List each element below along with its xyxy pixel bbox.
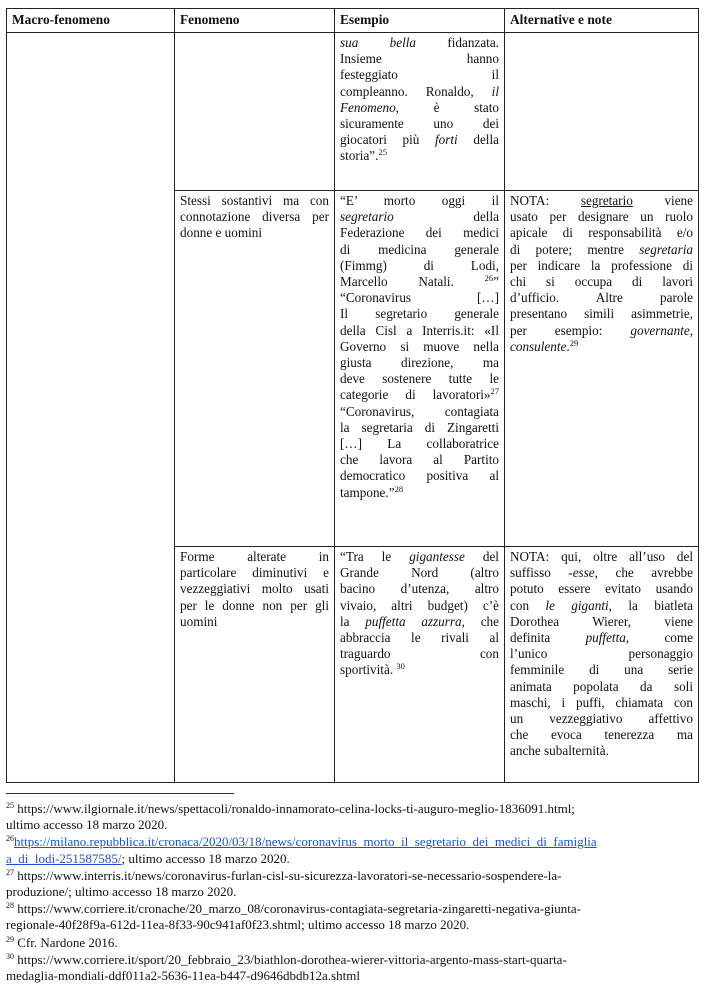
text-segment: ” bbox=[493, 274, 499, 290]
text-segment: , è stato bbox=[395, 99, 499, 115]
italic-text: puffetta azzurra bbox=[365, 613, 462, 629]
text-line bbox=[510, 323, 693, 339]
text-segment: per esempio: bbox=[510, 322, 631, 338]
text-segment: traguardo con bbox=[340, 646, 499, 662]
text-segment: […] La collaboratrice bbox=[340, 436, 499, 452]
text-segment: democratico positiva al bbox=[340, 468, 499, 484]
footnote-link[interactable]: https://milano.repubblica.it/cronaca/2020/03/18/news/coronavirus_morto_il_segretario_dei_medici_di_famiglia bbox=[14, 834, 597, 850]
footnote-separator bbox=[6, 793, 234, 794]
footnote-text: https://www.interris.it/news/coronavirus-furlan-cisl-su-sicurezza-lavoratori-se-necessario-sospendere-la- bbox=[17, 867, 562, 883]
phenomenon-cell: Stessi sostantivi ma con connotazione diversa per donne e uomini bbox=[175, 191, 335, 547]
footnote-text: ultimo accesso 18 marzo 2020. bbox=[6, 817, 168, 833]
text-segment: “E’ morto oggi il bbox=[340, 193, 499, 208]
text-segment: Federazione dei medici bbox=[340, 225, 499, 241]
text-line bbox=[510, 290, 693, 306]
text-segment: Il segretario generale bbox=[340, 306, 499, 322]
text-line bbox=[510, 679, 693, 695]
example-cell bbox=[335, 191, 505, 547]
footnote-number: 26 bbox=[6, 834, 14, 844]
italic-text: le giganti bbox=[545, 597, 609, 613]
text-line bbox=[340, 258, 499, 274]
text-line bbox=[340, 242, 499, 258]
text-line bbox=[510, 565, 693, 581]
text-line bbox=[510, 549, 693, 565]
text-segment: potuto essere evitato usando bbox=[510, 581, 693, 597]
text-segment: della bbox=[393, 209, 499, 225]
text-segment: anche subalternità. bbox=[510, 743, 609, 759]
text-line bbox=[340, 468, 499, 484]
text-segment: , che avrebbe bbox=[594, 565, 693, 581]
text-segment: fidanzata. bbox=[416, 35, 499, 50]
footnote-text: https://www.corriere.it/sport/20_febbraio_23/biathlon-dorothea-wierer-vittoria-argento-mass-start-quarta- bbox=[17, 951, 567, 967]
note-cell bbox=[505, 547, 699, 783]
italic-text: governante bbox=[630, 322, 690, 338]
text-segment: femminile di una serie bbox=[510, 662, 693, 678]
text-line bbox=[340, 116, 499, 132]
text-line bbox=[340, 630, 499, 646]
text-line bbox=[340, 290, 499, 306]
text-line bbox=[510, 225, 693, 241]
text-segment: tampone.” bbox=[340, 484, 395, 500]
text-line bbox=[340, 404, 499, 420]
italic-text: gigantesse bbox=[409, 549, 465, 564]
text-segment: , la biatleta bbox=[608, 597, 693, 613]
text-line bbox=[340, 339, 499, 355]
footnote-number: 29 bbox=[6, 934, 14, 944]
text-line bbox=[340, 436, 499, 452]
italic-text: forti bbox=[435, 132, 458, 148]
text-segment: Grande Nord (altro bbox=[340, 565, 499, 581]
text-segment: un vezzeggiativo affettivo bbox=[510, 711, 693, 727]
text-segment: (Fimmg) di Lodi, bbox=[340, 257, 499, 273]
underlined-text: segretario bbox=[580, 193, 633, 208]
text-segment: con bbox=[510, 597, 546, 613]
text-segment: la bbox=[340, 613, 366, 629]
footnote-26 bbox=[6, 834, 696, 866]
text-segment: , che bbox=[461, 613, 499, 629]
footnote-text: regionale-40f28f9a-612d-11ea-8f33-90c941af0f23.shtml; ultimo accesso 18 marzo 2020. bbox=[6, 917, 470, 933]
text-segment: apicale di responsabilità e/o bbox=[510, 225, 693, 241]
phenomenon-cell bbox=[175, 33, 335, 191]
text-line bbox=[340, 420, 499, 436]
table-row bbox=[7, 33, 699, 191]
text-segment: della Cisl a Interris.it: «Il bbox=[340, 322, 499, 338]
text-line bbox=[340, 355, 499, 371]
footnote-link[interactable]: a_di_lodi-251587585/ bbox=[6, 850, 122, 866]
text-line bbox=[340, 387, 499, 403]
footnote-30 bbox=[6, 952, 696, 984]
table-header-row bbox=[7, 9, 699, 33]
text-segment: , bbox=[689, 322, 693, 338]
italic-text: puffetta bbox=[585, 630, 626, 646]
text-line bbox=[340, 614, 499, 630]
text-segment: storia”. bbox=[340, 148, 379, 164]
text-segment: Dorothea Wierer, viene bbox=[510, 613, 693, 629]
text-line bbox=[340, 84, 499, 100]
header-fenomeno: Fenomeno bbox=[175, 9, 335, 33]
text-line bbox=[340, 306, 499, 322]
text-segment: che evoca tenerezza ma bbox=[510, 727, 693, 743]
footnote-25 bbox=[6, 801, 696, 833]
text-line bbox=[340, 148, 499, 164]
text-line bbox=[510, 614, 693, 630]
note-cell bbox=[505, 33, 699, 191]
footnote-ref: 30 bbox=[396, 661, 405, 672]
text-segment: sportività. bbox=[340, 662, 397, 678]
footnote-text: Cfr. Nardone 2016. bbox=[17, 934, 118, 950]
text-line bbox=[340, 274, 499, 290]
text-segment: vivaio, altri budget) c’è bbox=[340, 597, 499, 613]
text-segment: giocatori più bbox=[340, 132, 435, 148]
text-segment: suffisso bbox=[510, 565, 569, 581]
footnote-ref: 29 bbox=[569, 337, 579, 348]
text-segment: NOTA: bbox=[510, 193, 581, 208]
text-line bbox=[340, 581, 499, 597]
text-line bbox=[510, 258, 693, 274]
text-segment: Governo si muove nella bbox=[340, 338, 499, 354]
italic-text: consulente bbox=[510, 338, 567, 354]
phenomenon-cell: Forme alterate in particolare diminutivi e vezzeggiativi molto usati per le donne non per gli uomini bbox=[175, 547, 335, 783]
footnote-number: 28 bbox=[6, 901, 14, 911]
italic-text: -esse bbox=[568, 565, 595, 581]
text-line bbox=[510, 193, 693, 209]
text-line bbox=[510, 598, 693, 614]
text-line bbox=[340, 662, 499, 678]
text-segment: festeggiato il bbox=[340, 67, 499, 83]
text-segment: categorie di lavoratori» bbox=[340, 387, 491, 403]
text-segment: “Coronavirus, contagiata bbox=[340, 403, 499, 419]
text-line bbox=[340, 51, 499, 67]
text-segment: “Coronavirus […] bbox=[340, 290, 499, 306]
text-line bbox=[340, 67, 499, 83]
italic-text: Fenomeno bbox=[340, 99, 396, 115]
text-line bbox=[510, 727, 693, 743]
footnote-29 bbox=[6, 935, 696, 951]
text-line bbox=[510, 209, 693, 225]
text-segment: che lavora al Partito bbox=[340, 452, 499, 468]
text-segment: per indicare la professione di bbox=[510, 257, 693, 273]
text-segment: sicuramente uno dei bbox=[340, 116, 499, 132]
italic-text: il bbox=[491, 83, 499, 99]
text-segment: deve sostenere tutte le bbox=[340, 371, 499, 387]
text-line bbox=[510, 695, 693, 711]
footnote-ref: 27 bbox=[490, 386, 499, 397]
text-line bbox=[340, 193, 499, 209]
footnote-ref: 25 bbox=[378, 147, 387, 158]
text-segment: d’ufficio. Altre parole bbox=[510, 290, 693, 306]
italic-text: segretario bbox=[340, 209, 394, 225]
text-segment: della bbox=[457, 132, 499, 148]
text-segment: compleanno. Ronaldo, bbox=[340, 83, 492, 99]
footnote-text: https://www.ilgiornale.it/news/spettacoli/ronaldo-innamorato-celina-locks-ti-auguro-meglio-1836091.html; bbox=[17, 801, 575, 816]
example-cell bbox=[335, 33, 505, 191]
footnote-text: produzione/; ultimo accesso 18 marzo 2020. bbox=[6, 884, 237, 900]
phenomena-table bbox=[6, 8, 699, 783]
text-segment: Insieme hanno bbox=[340, 51, 499, 67]
text-line bbox=[510, 339, 693, 355]
text-line bbox=[340, 565, 499, 581]
text-segment: viene bbox=[632, 193, 694, 208]
footnote-ref: 28 bbox=[394, 483, 404, 494]
text-segment: , come bbox=[625, 630, 693, 646]
macro-cell bbox=[7, 33, 175, 783]
footnote-text: https://www.corriere.it/cronache/20_marzo_08/coronavirus-contagiata-segretaria-zingaretti-negativa-giunta- bbox=[17, 901, 581, 917]
text-segment: “Tra le bbox=[340, 549, 410, 564]
text-segment: bacino d’utenza, altro bbox=[340, 581, 499, 597]
text-segment: usato per designare un ruolo bbox=[510, 209, 693, 225]
text-line bbox=[510, 646, 693, 662]
text-segment: giusta direzione, ma bbox=[340, 355, 499, 371]
text-segment: Marcello Natali. bbox=[340, 274, 485, 290]
text-line bbox=[340, 35, 499, 51]
text-line bbox=[340, 485, 499, 501]
italic-text: segretaria bbox=[639, 241, 693, 257]
footnote-number: 27 bbox=[6, 867, 14, 877]
note-cell bbox=[505, 191, 699, 547]
text-line bbox=[510, 306, 693, 322]
header-alternative-note: Alternative e note bbox=[505, 9, 699, 33]
footnote-number: 30 bbox=[6, 951, 14, 961]
text-segment: abbraccia le rivali al bbox=[340, 630, 499, 646]
example-cell bbox=[335, 547, 505, 783]
text-segment: definita bbox=[510, 630, 586, 646]
footnote-28 bbox=[6, 901, 696, 933]
footnote-text: medaglia-mondiali-ddf011a2-5636-11ea-b447-d9646dbdb12a.shtml bbox=[6, 968, 360, 984]
text-segment: . bbox=[566, 338, 570, 354]
italic-text: sua bella bbox=[340, 35, 417, 50]
footnote-ref: 26 bbox=[484, 273, 494, 284]
text-segment: la segretaria di Zingaretti bbox=[340, 419, 499, 435]
text-line bbox=[510, 743, 693, 759]
header-macro-fenomeno: Macro-fenomeno bbox=[7, 9, 175, 33]
text-line bbox=[340, 371, 499, 387]
text-line bbox=[340, 209, 499, 225]
text-line bbox=[340, 132, 499, 148]
text-segment: chi si occupa di lavori bbox=[510, 274, 693, 290]
text-line bbox=[510, 711, 693, 727]
header-esempio: Esempio bbox=[335, 9, 505, 33]
footnote-text: ; ultimo accesso 18 marzo 2020. bbox=[121, 850, 290, 866]
text-line bbox=[340, 100, 499, 116]
text-line bbox=[510, 630, 693, 646]
text-line bbox=[510, 242, 693, 258]
footnotes bbox=[6, 801, 696, 985]
text-segment: di potere; mentre bbox=[510, 241, 640, 257]
text-line bbox=[510, 662, 693, 678]
footnote-27 bbox=[6, 868, 696, 900]
footnote-number: 25 bbox=[6, 801, 14, 810]
text-segment: di medicina generale bbox=[340, 241, 499, 257]
text-line bbox=[510, 581, 693, 597]
text-line bbox=[340, 598, 499, 614]
text-line bbox=[340, 646, 499, 662]
text-segment: NOTA: qui, oltre all’uso del bbox=[510, 549, 693, 564]
text-segment: del bbox=[464, 549, 499, 564]
text-segment: l’unico personaggio bbox=[510, 646, 693, 662]
text-line bbox=[340, 323, 499, 339]
text-line bbox=[340, 225, 499, 241]
text-line bbox=[340, 549, 499, 565]
text-line bbox=[340, 452, 499, 468]
text-line bbox=[510, 274, 693, 290]
text-segment: presentano simili asimmetrie, bbox=[510, 306, 693, 322]
text-segment: animata popolata da soli bbox=[510, 678, 693, 694]
text-segment: maschi, i puffi, chiamata con bbox=[510, 694, 693, 710]
